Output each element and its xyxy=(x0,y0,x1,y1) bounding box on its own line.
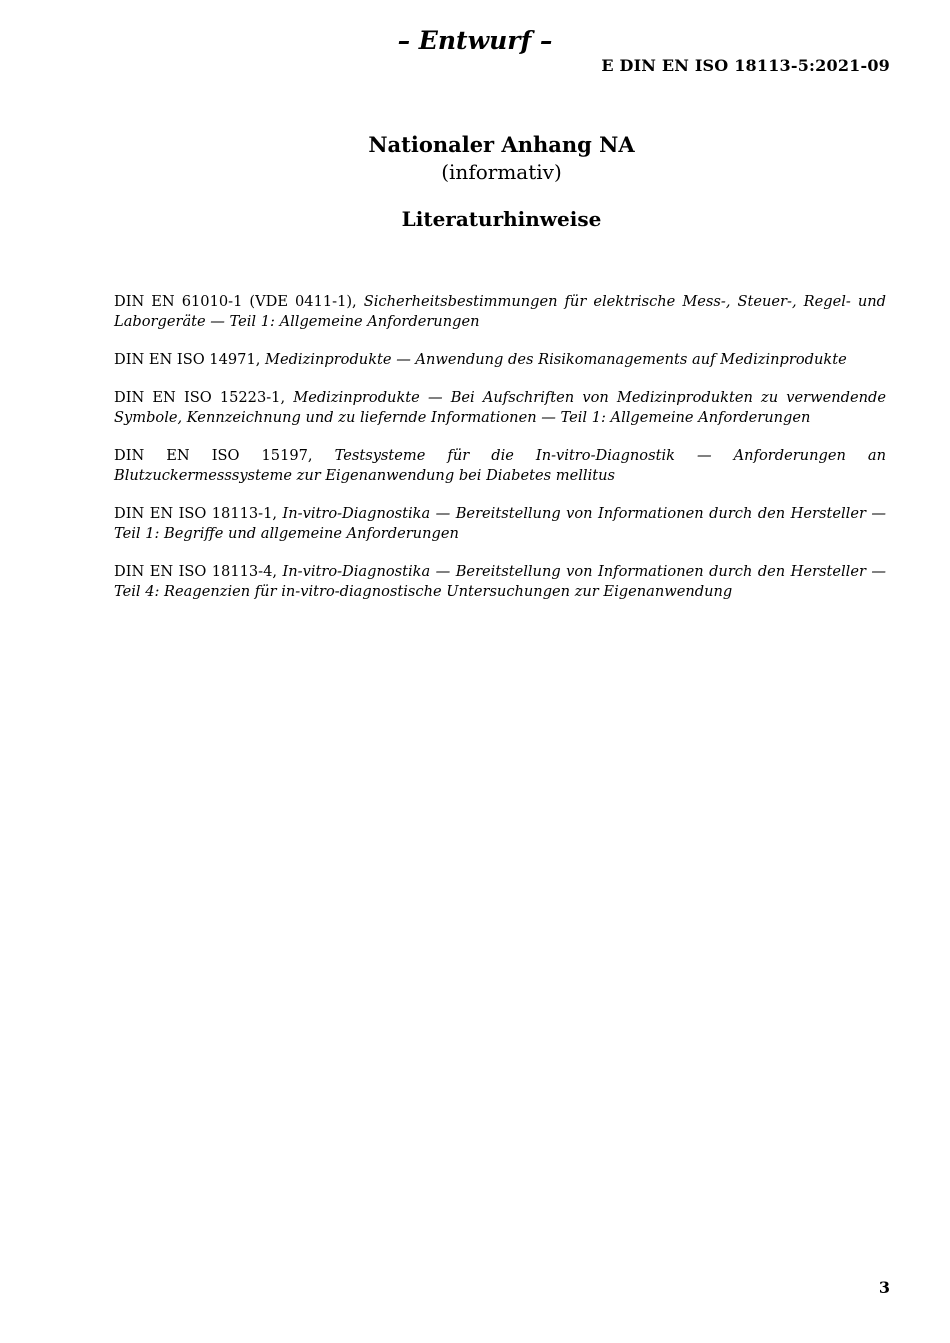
reference-title: Medizinprodukte — Anwendung des Risikomanagements auf Medizinprodukte xyxy=(265,351,847,368)
reference-title: Medizinprodukte — Bei Aufschriften von Medizinprodukten zu verwendende Symbole, Kennzeichnung und zu liefernde Informationen — Teil 1: Allgemeine Anforderungen xyxy=(114,389,886,426)
reference-item xyxy=(114,562,886,602)
reference-item xyxy=(114,292,886,332)
reference-code: DIN EN 61010-1 (VDE 0411-1), xyxy=(114,293,364,310)
section-title: Literaturhinweise xyxy=(401,207,602,231)
reference-title: Testsysteme für die In-vitro-Diagnostik — Anforderungen an Blutzuckermesssysteme zur Eigenanwendung bei Diabetes mellitus xyxy=(114,447,886,484)
reference-code: DIN EN ISO 18113-1, xyxy=(114,505,283,522)
reference-title: Sicherheitsbestimmungen für elektrische Mess-, Steuer-, Regel- und Laborgeräte — Teil 1: Allgemeine Anforderungen xyxy=(114,293,886,330)
annex-title: Nationaler Anhang NA xyxy=(368,132,635,157)
reference-code: DIN EN ISO 18113-4, xyxy=(114,563,283,580)
reference-list xyxy=(114,292,886,620)
reference-item xyxy=(114,350,886,370)
reference-title: In-vitro-Diagnostika — Bereitstellung von Informationen durch den Hersteller — Teil 1: Begriffe und allgemeine Anforderungen xyxy=(114,505,886,542)
annex-subtitle: (informativ) xyxy=(441,160,562,184)
reference-code: DIN EN ISO 15223-1, xyxy=(114,389,294,406)
reference-code: DIN EN ISO 14971, xyxy=(114,351,266,368)
document-id: E DIN EN ISO 18113-5:2021-09 xyxy=(601,56,890,75)
reference-item xyxy=(114,446,886,486)
reference-item xyxy=(114,504,886,544)
page-number: 3 xyxy=(878,1278,890,1297)
reference-item xyxy=(114,388,886,428)
draft-mark: – Entwurf – xyxy=(397,26,553,55)
reference-code: DIN EN ISO 15197, xyxy=(114,447,335,464)
reference-title: In-vitro-Diagnostika — Bereitstellung von Informationen durch den Hersteller — Teil 4: Reagenzien für in-vitro-diagnostische Untersuchungen zur Eigenanwendung xyxy=(114,563,886,600)
